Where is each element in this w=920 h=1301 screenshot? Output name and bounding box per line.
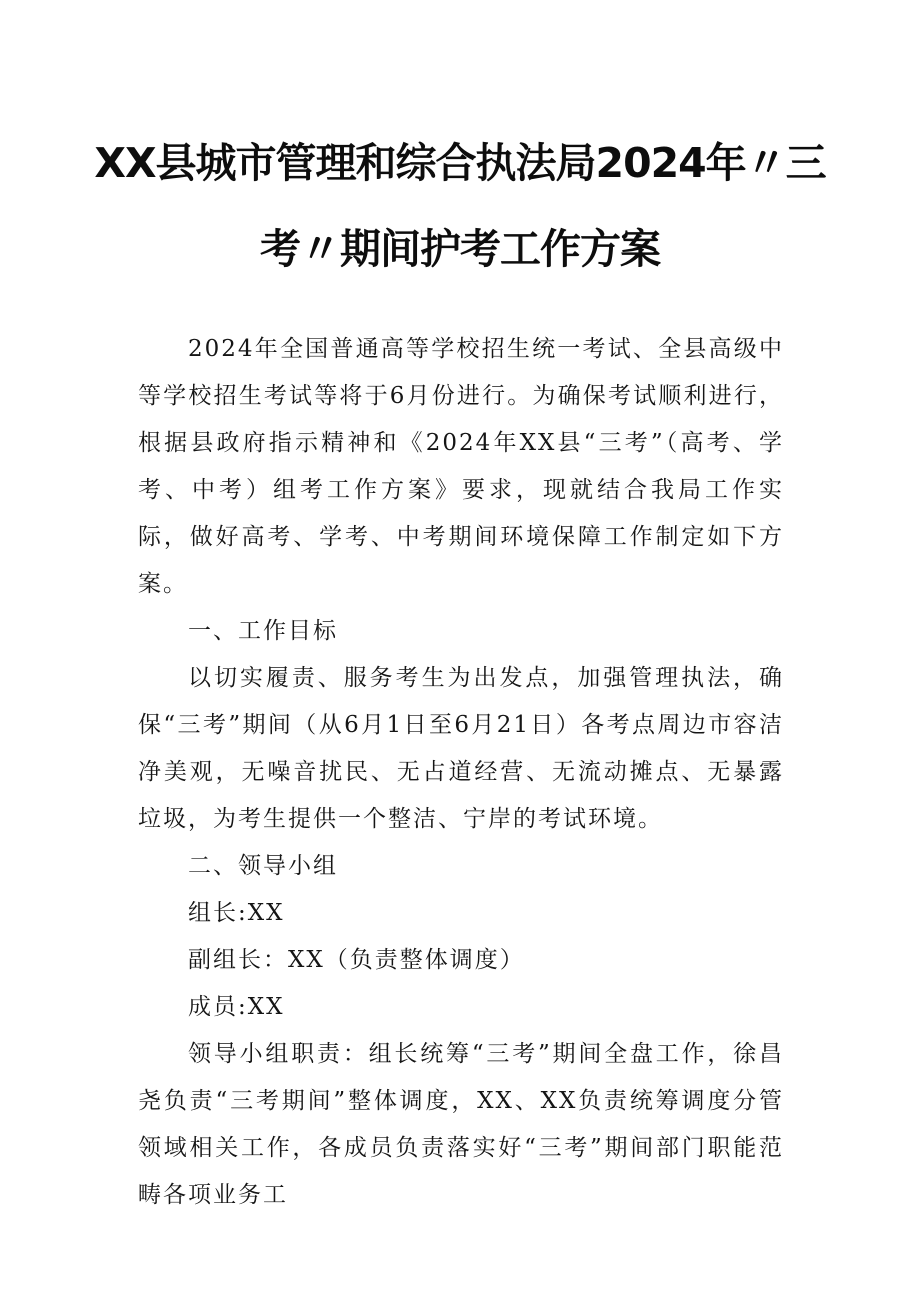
- document-title-line-2: 考〃期间护考工作方案: [260, 225, 660, 273]
- section-heading-leadership: 二、领导小组: [188, 853, 338, 879]
- leader-line: 组长:XX: [188, 900, 285, 926]
- section-heading-goals: 一、工作目标: [188, 618, 338, 644]
- deputy-leader-line: 副组长：XX（负责整体调度）: [188, 947, 525, 973]
- leadership-duties-paragraph: 领导小组职责：组长统筹“三考”期间全盘工作，徐昌尧负责“三考期间”整体调度，XX、XX负责统筹调度分管领域相关工作，各成员负责落实好“三考”期间部门职能范畴各项业务工: [138, 1041, 784, 1208]
- document-body: [138, 326, 784, 1219]
- goals-paragraph: 以切实履责、服务考生为出发点，加强管理执法，确保“三考”期间（从6月1日至6月21日）各考点周边市容洁净美观，无噪音扰民、无占道经营、无流动摊点、无暴露垃圾，为考生提供一个整洁、宁岸的考试环境。: [138, 665, 784, 832]
- intro-paragraph: 2024年全国普通高等学校招生统一考试、全县高级中等学校招生考试等将于6月份进行。为确保考试顺利进行，根据县政府指示精神和《2024年XX县“三考”（高考、学考、中考）组考工作方案》要求，现就结合我局工作实际，做好高考、学考、中考期间环境保障工作制定如下方案。: [138, 336, 784, 597]
- document-title-line-1: XX县城市管理和综合执法局2024年〃三: [94, 139, 826, 187]
- members-line: 成员:XX: [188, 994, 285, 1020]
